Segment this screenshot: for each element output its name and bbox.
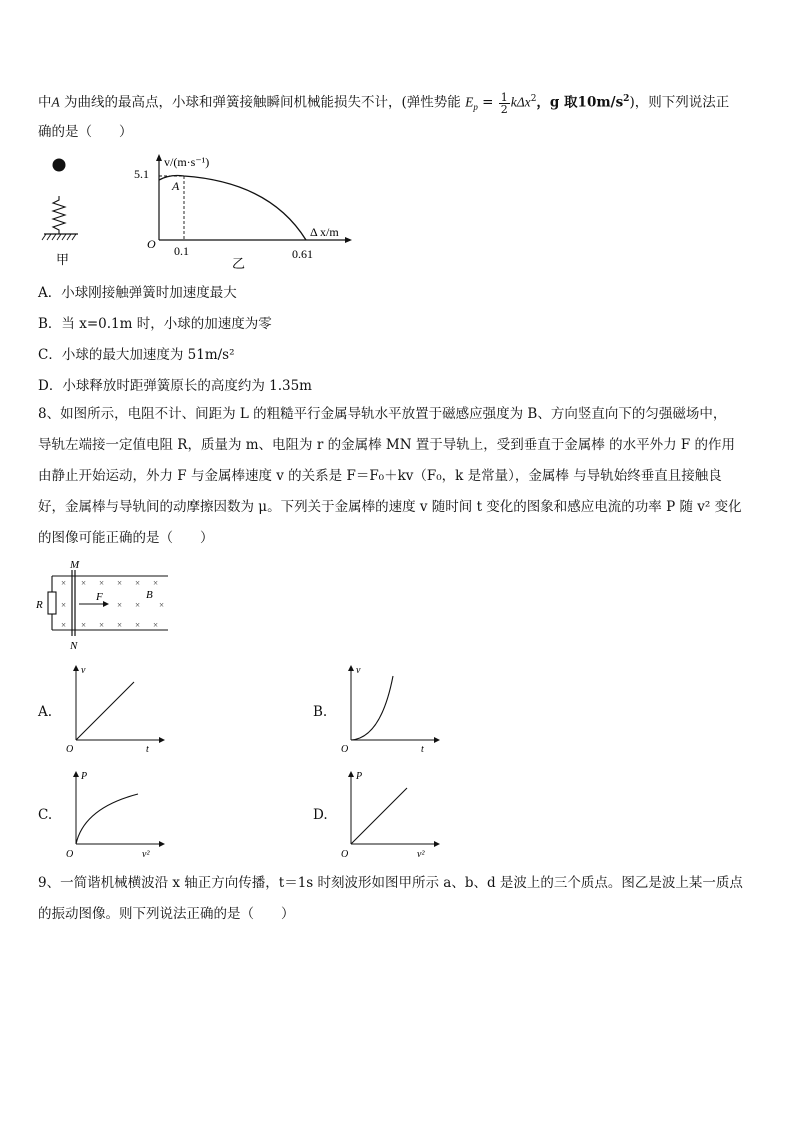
q7-option-b[interactable]: B．当 x=0.1m 时，小球的加速度为零	[38, 316, 272, 332]
q8-option-d-graph[interactable]	[337, 768, 447, 860]
q8-line-4: 好，金属棒与导轨间的动摩擦因数为 μ。下列关于金属棒的速度 v 随时间 t 变化的图象和感应电流的功率 P 随 v² 变化	[38, 499, 742, 515]
q8-line-2: 导轨左端接一定值电阻 R，质量为 m、电阻为 r 的金属棒 MN 置于导轨上，受到垂直于金属棒 的水平外力 F 的作用	[38, 437, 736, 453]
q8-option-d-letter[interactable]: D.	[313, 807, 328, 823]
svg-text:×: ×	[99, 578, 105, 588]
origin-label: O	[66, 849, 74, 860]
arrow-right-icon	[159, 841, 165, 847]
q8-line-5: 的图像可能正确的是（ ）	[38, 530, 214, 546]
q7-option-d[interactable]: D．小球释放时距弹簧原长的高度约为 1.35m	[38, 378, 312, 394]
arrow-up-icon	[73, 665, 79, 671]
x-tick-0-61: 0.61	[292, 247, 313, 261]
q7-option-c[interactable]: C．小球的最大加速度为 51m/s²	[38, 347, 235, 363]
origin-label: O	[147, 237, 156, 251]
svg-text:×: ×	[61, 620, 67, 630]
svg-text:×: ×	[153, 620, 159, 630]
q8-option-a-graph[interactable]	[62, 662, 172, 754]
arrow-up-icon	[348, 771, 354, 777]
x-label: t	[146, 744, 149, 755]
figure-yi-label: 乙	[232, 256, 246, 271]
q8-option-b-graph[interactable]	[337, 662, 447, 754]
resistor-icon	[48, 592, 56, 614]
curve-line	[351, 788, 407, 844]
q7-line-2: 确的是（ ）	[38, 124, 133, 140]
svg-text:×: ×	[117, 578, 123, 588]
label-m: M	[70, 559, 80, 571]
arrow-right-icon	[434, 841, 440, 847]
y-axis-label: v/(m·s⁻¹)	[164, 155, 210, 169]
arrow-right-icon	[434, 737, 440, 743]
ground-hatch	[42, 234, 76, 240]
y-value-label: 5.1	[134, 167, 149, 181]
y-label: P	[81, 771, 88, 782]
y-label: v	[81, 665, 86, 676]
arrow-right-icon	[159, 737, 165, 743]
svg-text:×: ×	[99, 620, 105, 630]
x-label: t	[421, 744, 424, 755]
x-tick-0-1: 0.1	[174, 244, 189, 258]
origin-label: O	[341, 849, 349, 860]
figure-yi-graph	[130, 152, 370, 270]
y-label: v	[356, 665, 361, 676]
y-axis-arrow-icon	[156, 154, 162, 161]
spring-icon	[53, 196, 65, 234]
fraction-one-half: $\frac{1}{2}$	[500, 90, 508, 116]
label-b: B	[146, 589, 153, 601]
q7-line-1: 中A 为曲线的最高点，小球和弹簧接触瞬间机械能损失不计，(弹性势能 $E_p$ = $\frac{1}{2}$ kΔx$^2$，g 取$10m/s^2$)，则下列说法正	[38, 90, 730, 116]
x-axis-arrow-icon	[345, 237, 352, 243]
q8-line-1: 8、如图所示，电阻不计、间距为 L 的粗糙平行金属导轨水平放置于磁感应强度为 B、方向竖直向下的匀强磁场中，	[38, 406, 727, 422]
q9-line-1: 9、一简谐机械横波沿 x 轴正方向传播，t＝1s 时刻波形如图甲所示 a、b、d 是波上的三个质点。图乙是波上某一质点	[38, 875, 743, 891]
ball	[53, 159, 66, 172]
svg-text:×: ×	[135, 600, 141, 610]
svg-text:×: ×	[117, 620, 123, 630]
velocity-curve	[159, 176, 306, 241]
svg-text:×: ×	[61, 600, 67, 610]
svg-text:×: ×	[81, 620, 87, 630]
q8-option-c-letter[interactable]: C.	[38, 807, 53, 823]
svg-text:×: ×	[61, 578, 67, 588]
x-label: v²	[142, 849, 150, 860]
q8-line-3: 由静止开始运动，外力 F 与金属棒速度 v 的关系是 F＝F₀＋kv（F₀，k 是常量），金属棒 与导轨始终垂直且接触良	[38, 468, 722, 484]
curve-line	[76, 794, 138, 844]
x-label: v²	[417, 849, 425, 860]
force-arrow-icon	[103, 601, 109, 607]
label-r: R	[36, 599, 43, 611]
svg-text:×: ×	[135, 578, 141, 588]
svg-text:×: ×	[135, 620, 141, 630]
figure-jia-ball-spring	[38, 152, 98, 272]
origin-label: O	[341, 744, 349, 755]
q8-circuit-diagram	[34, 560, 184, 652]
x-axis-label: Δ x/m	[310, 225, 339, 239]
q9-line-2: 的振动图像。则下列说法正确的是（ ）	[38, 906, 295, 922]
origin-label: O	[66, 744, 74, 755]
q7-option-a[interactable]: A．小球刚接触弹簧时加速度最大	[38, 285, 237, 301]
magnetic-field-crosses	[61, 578, 164, 630]
y-label: P	[356, 771, 363, 782]
curve-line	[76, 682, 134, 740]
label-f: F	[96, 591, 103, 603]
arrow-up-icon	[73, 771, 79, 777]
q8-option-a-letter[interactable]: A.	[38, 704, 53, 720]
label-n: N	[70, 640, 78, 652]
curve-line	[351, 676, 393, 740]
q8-option-c-graph[interactable]	[62, 768, 172, 860]
svg-text:×: ×	[81, 578, 87, 588]
q8-option-b-letter[interactable]: B.	[313, 704, 328, 720]
arrow-up-icon	[348, 665, 354, 671]
svg-text:×: ×	[153, 578, 159, 588]
figure-jia-label: 甲	[56, 252, 70, 267]
svg-text:×: ×	[117, 600, 123, 610]
svg-text:×: ×	[159, 600, 165, 610]
point-a-label: A	[172, 179, 180, 193]
